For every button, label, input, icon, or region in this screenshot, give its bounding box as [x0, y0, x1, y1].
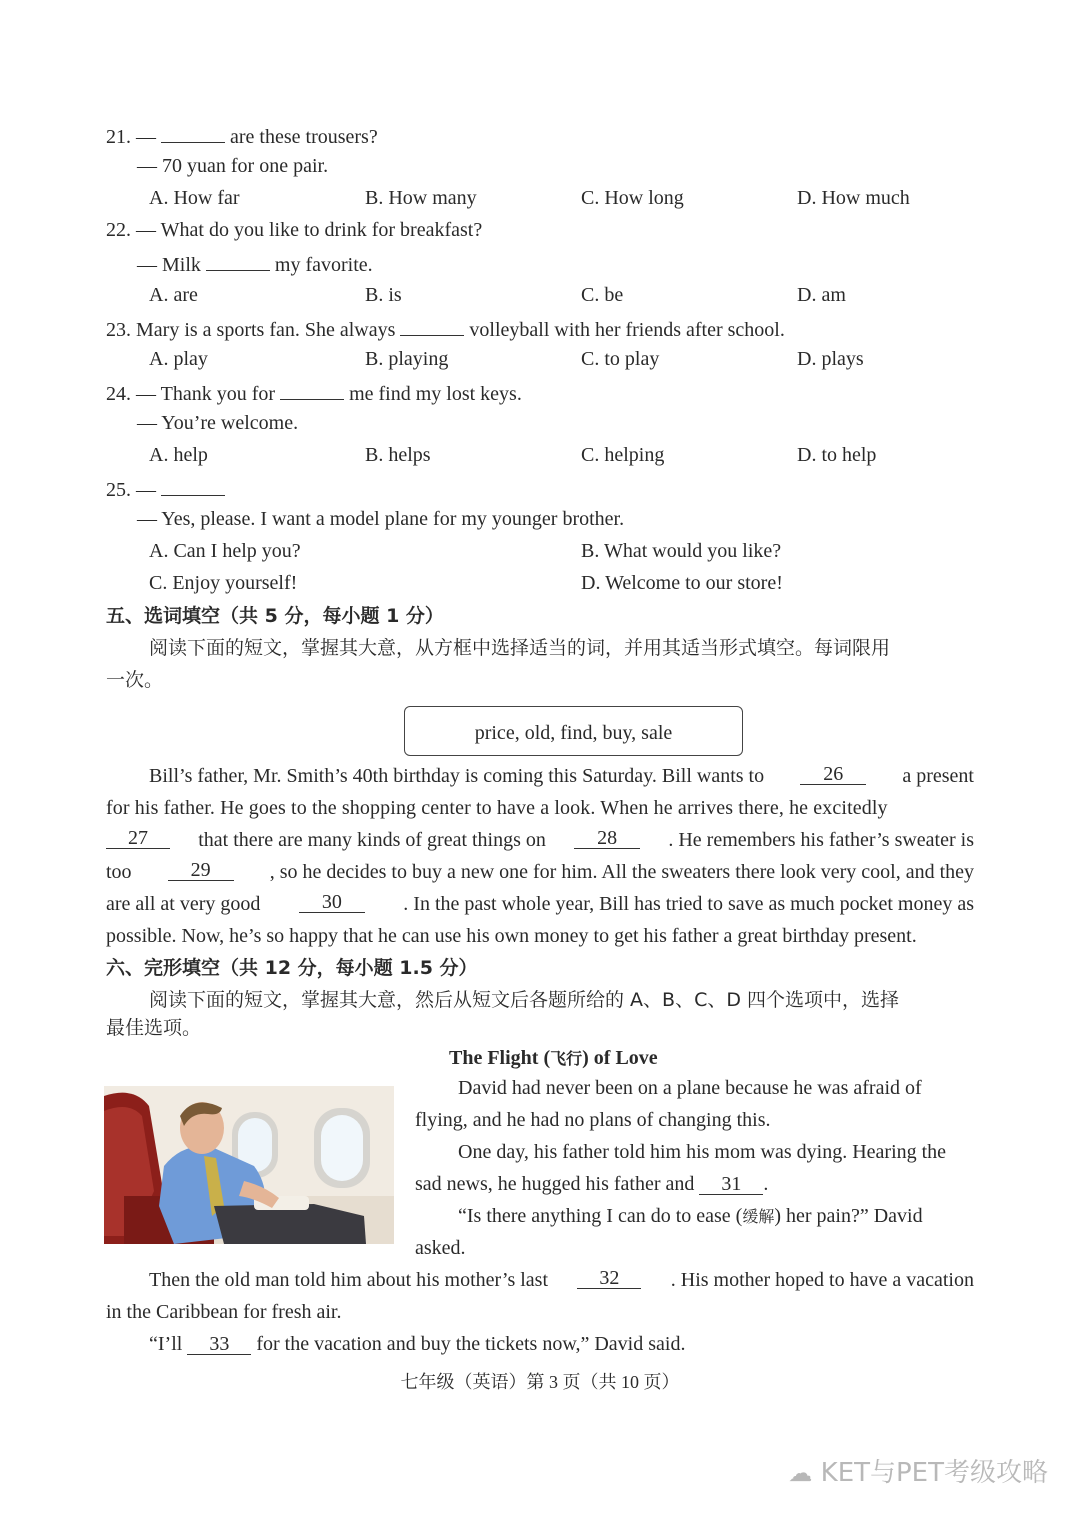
passage5-line5	[106, 888, 974, 920]
story-line-2: flying, and he had no plans of changing this.	[415, 1109, 771, 1131]
section-6-title: 六、完形填空（共 12 分，每小题 1.5 分）	[106, 957, 478, 979]
watermark-text: KET与PET考级攻略	[820, 1458, 1048, 1488]
q24-option-d: D. to help	[797, 444, 877, 466]
blank-31: 31	[699, 1170, 763, 1195]
p5-l1-text: Bill’s father, Mr. Smith’s 40th birthday is coming this Saturday. Bill wants to	[149, 765, 765, 787]
q23-option-c: C. to play	[581, 348, 660, 370]
blank-26: 26	[800, 760, 866, 785]
question-22-line2	[137, 246, 373, 281]
passage5-line6: possible. Now, he’s so happy that he can use his own money to get his father a great birthday present.	[106, 925, 917, 947]
story-line-9	[149, 1328, 685, 1360]
p5-l3-text: that there are many kinds of great things on	[198, 829, 546, 851]
q24-blank	[280, 375, 344, 400]
q23-blank	[400, 311, 464, 336]
section-5-title: 五、选词填空（共 5 分，每小题 1 分）	[106, 605, 444, 627]
blank-32: 32	[577, 1264, 641, 1289]
story-line-4	[415, 1168, 768, 1200]
p5-l4-too: too	[106, 861, 132, 883]
passage5-line1	[149, 760, 974, 792]
story-title-cn: 飞行	[550, 1049, 583, 1068]
question-23-line1	[106, 311, 785, 346]
story-l9-a: “I’ll	[149, 1333, 183, 1355]
q21-option-d: D. How much	[797, 187, 910, 209]
story-line-3: One day, his father told him his mom was dying. Hearing the	[458, 1141, 947, 1163]
airplane-passenger-illustration	[104, 1086, 394, 1244]
q23-suffix: volleyball with her friends after school.	[469, 319, 785, 341]
q22-suffix: my favorite.	[274, 254, 373, 276]
p5-l3-end: . He remembers his father’s sweater is	[668, 829, 974, 851]
story-l7-end: . His mother hoped to have a vacation	[670, 1269, 974, 1291]
q24-option-a: A. help	[149, 444, 208, 466]
q24-option-c: C. helping	[581, 444, 665, 466]
story-l5-cn: 缓解	[742, 1207, 775, 1226]
q23-option-b: B. playing	[365, 348, 449, 370]
section-6-instruction-2: 最佳选项。	[106, 1017, 202, 1039]
story-line-7	[149, 1264, 974, 1296]
p5-l5-text: are all at very good	[106, 893, 261, 915]
story-l4-end: .	[763, 1173, 769, 1195]
q21-option-a: A. How far	[149, 187, 240, 209]
question-24-line1	[106, 375, 522, 410]
story-l7-text: Then the old man told him about his mother’s last	[149, 1269, 549, 1291]
story-line-1: David had never been on a plane because he was afraid of	[458, 1077, 922, 1099]
story-l5-a: “Is there anything I can do to ease (	[458, 1205, 743, 1227]
p5-l4-text: , so he decides to buy a new one for him. All the sweaters there look very cool, and they	[269, 861, 974, 883]
q23-option-d: D. plays	[797, 348, 864, 370]
question-21-line2: — 70 yuan for one pair.	[137, 155, 329, 177]
blank-30: 30	[299, 888, 365, 913]
q22-prefix: — Milk	[137, 254, 201, 276]
q22-option-c: C. be	[581, 284, 624, 306]
story-title-a: The Flight (	[449, 1047, 551, 1069]
story-line-8: in the Caribbean for fresh air.	[106, 1301, 342, 1323]
q21-suffix: are these trousers?	[230, 126, 378, 148]
passage5-line3	[106, 824, 974, 856]
q22-option-b: B. is	[365, 284, 402, 306]
q21-option-b: B. How many	[365, 187, 477, 209]
question-25-line2: — Yes, please. I want a model plane for my younger brother.	[137, 508, 625, 530]
question-25-line1	[106, 471, 225, 506]
q24-prefix: 24. — Thank you for	[106, 383, 276, 405]
story-title-b: ) of Love	[582, 1047, 658, 1069]
section-5-instruction-1: 阅读下面的短文，掌握其大意，从方框中选择适当的词，并用其适当形式填空。每词限用	[149, 637, 891, 659]
question-24-line2: — You’re welcome.	[137, 412, 299, 434]
p5-l5-end: . In the past whole year, Bill has tried to save as much pocket money as	[403, 893, 974, 915]
q23-prefix: 23. Mary is a sports fan. She always	[106, 319, 396, 341]
story-line-5	[458, 1200, 923, 1233]
passage5-line2: for his father. He goes to the shopping center to have a look. When he arrives there, he excitedly	[106, 797, 888, 819]
q25-option-d: D. Welcome to our store!	[581, 572, 783, 594]
section-6-instruction-1: 阅读下面的短文，掌握其大意，然后从短文后各题所给的 A、B、C、D 四个选项中，选择	[149, 989, 900, 1011]
q25-blank	[161, 471, 225, 496]
blank-33: 33	[187, 1330, 251, 1355]
q22-option-a: A. are	[149, 284, 198, 306]
word-box: price, old, find, buy, sale	[404, 706, 743, 756]
section-5-instruction-2: 一次。	[106, 669, 164, 691]
q25-option-c: C. Enjoy yourself!	[149, 572, 298, 594]
story-line-6: asked.	[415, 1237, 466, 1259]
q21-prefix: 21. —	[106, 126, 156, 148]
question-21-line1	[106, 118, 378, 153]
wechat-icon: ☁	[788, 1459, 813, 1487]
passage5-line4	[106, 856, 974, 888]
watermark	[788, 1452, 1048, 1489]
q24-option-b: B. helps	[365, 444, 431, 466]
q21-option-c: C. How long	[581, 187, 684, 209]
blank-28: 28	[574, 824, 640, 849]
story-title	[449, 1042, 658, 1075]
q25-prefix: 25. —	[106, 479, 156, 501]
page-footer: 七年级（英语）第 3 页（共 10 页）	[400, 1372, 680, 1392]
question-22-line1: 22. — What do you like to drink for breakfast?	[106, 219, 483, 241]
q24-suffix: me find my lost keys.	[349, 383, 522, 405]
blank-29: 29	[168, 856, 234, 881]
story-l5-b: ) her pain?” David	[774, 1205, 923, 1227]
q23-option-a: A. play	[149, 348, 208, 370]
story-l9-b: for the vacation and buy the tickets now,” David said.	[256, 1333, 686, 1355]
q22-blank	[206, 246, 270, 271]
q21-blank	[161, 118, 225, 143]
q25-option-a: A. Can I help you?	[149, 540, 301, 562]
q22-option-d: D. am	[797, 284, 846, 306]
q25-option-b: B. What would you like?	[581, 540, 782, 562]
story-l4-text: sad news, he hugged his father and	[415, 1173, 695, 1195]
blank-27: 27	[106, 824, 170, 849]
p5-l1-end: a present	[902, 765, 974, 787]
